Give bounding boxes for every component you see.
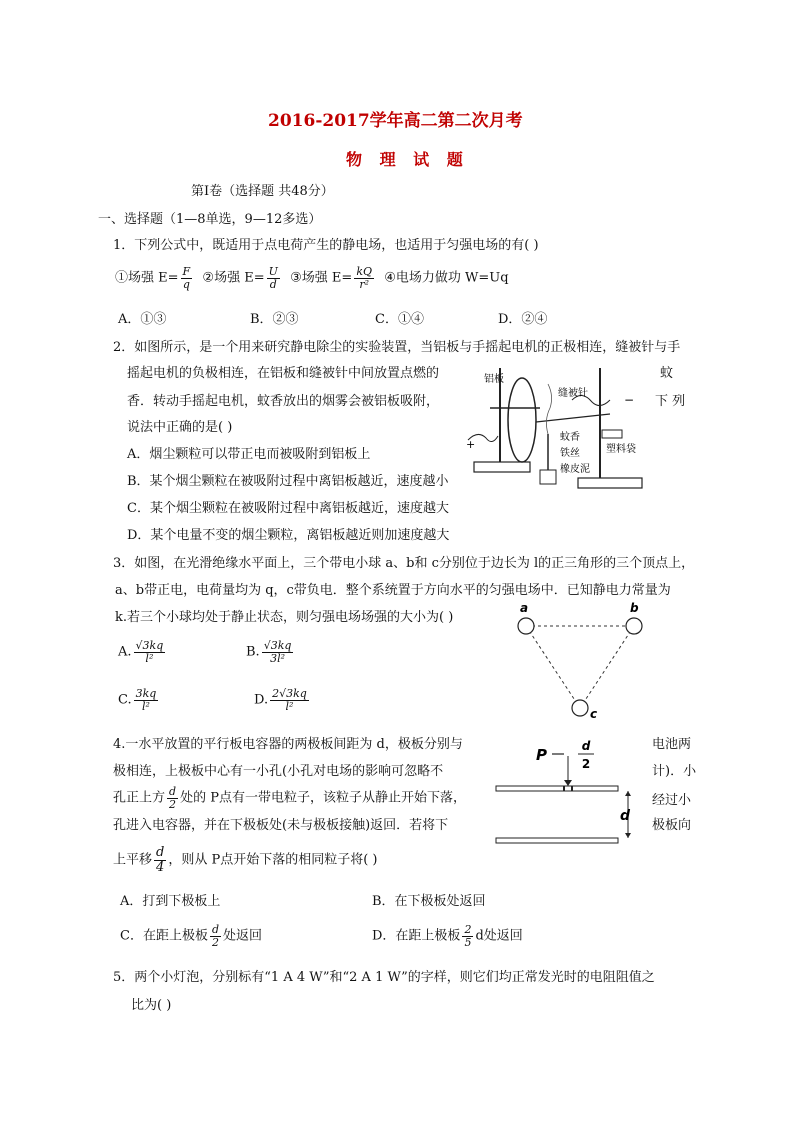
right-stand-base [578,478,642,488]
ball-a [518,618,534,634]
q3-option-b: B. $\frac{√3kq}{\text{3l²}}$ [246,639,292,665]
q1-formula-1-label: ①场强 E= [115,270,179,286]
q2-option-c: C．某个烟尘颗粒在被吸附过程中离铝板越近，速度越大 [127,501,449,516]
q1-stem: 1．下列公式中，既适用于点电荷产生的静电场，也适用于匀强电场的有( ) [113,238,539,253]
q1-formula-3-label: ③场强 E= [290,270,353,286]
q4-option-c: C．在距上极板 $\frac{d}{2}$ 处返回 [120,923,263,949]
smoke [546,384,551,434]
q4-line-4: 孔进入电容器，并在下极板处(未与极板接触)返回．若将下 [113,818,449,833]
page-title: 2016-2017学年高二第二次月考 [268,111,523,131]
q4-option-d: D．在距上极板 $\frac{2}{5}$ d处返回 [372,923,523,949]
q4-line-1-end: 电池两 [652,737,692,752]
q3-line-3: k.若三个小球均处于静止状态，则匀强电场场强的大小为( ) [115,610,454,625]
aluminum-plate [508,378,536,462]
page-subtitle: 物 理 试 题 [346,150,469,169]
lower-plate [496,838,618,843]
q3-option-a: A. $\frac{√3kq}{\text{l²}}$ [118,639,164,665]
label-top-n: d [581,739,591,753]
q1-formula-2-label: ②场强 E= [202,270,265,286]
q4-line-2-end: 计)．小 [652,764,697,779]
ball-b [626,618,642,634]
part-heading: 一、选择题（1—8单选，9—12多选） [98,212,322,227]
q1-formula-3-frac: $\frac{kQ}{\text{r²}}$ [356,265,372,291]
q4-line-4-end: 极板向 [652,818,692,833]
label-wire: 铁丝 [560,448,580,459]
q2-line-3-end: 下 列 [655,394,686,409]
section-header: 第Ⅰ卷（选择题 共48分） [191,184,334,199]
q3-option-c: C. $\frac{3kq}{\text{l²}}$ [118,687,157,713]
q4-line-2: 极相连，上极板中心有一小孔(小孔对电场的影响可忽略不 [113,764,444,779]
ball-c [572,700,588,716]
d-arrow-down [625,833,631,838]
label-p: P [536,746,547,764]
q4-line-3-end: 经过小 [652,793,692,808]
q5-line-2: 比为( ) [131,998,172,1013]
label-needle: 缝被针 [558,388,588,399]
label-b: b [630,601,639,615]
q1-option-c: C．①④ [375,312,424,327]
capacitor-figure [490,738,640,850]
label-d: d [620,808,631,824]
label-a: a [520,601,529,615]
q4-option-a: A．打到下极板上 [120,894,221,909]
upper-plate [496,786,618,791]
q1-formula-2-frac: $\frac{U}{d}$ [268,265,278,291]
label-top-d: 2 [581,757,591,771]
label-plate: 铝板 [484,374,504,385]
q2-line-4: 说法中正确的是( ) [127,420,233,435]
side-ac [526,626,580,708]
q4-option-b: B．在下极板处返回 [372,894,486,909]
q1-formula-4: ④电场力做功 W=Uq [384,270,509,286]
q3-line-1: 3．如图，在光滑绝缘水平面上，三个带电小球 a、b和 c分别位于边长为 l的正三角形的三个顶点上， [113,556,695,571]
q1-option-b: B．②③ [250,312,299,327]
q2-line-2: 摇起电机的负极相连，在铝板和缝被针中间放置点燃的 [127,366,440,381]
label-minus: − [624,393,635,407]
q2-line-1: 2．如图所示，是一个用来研究静电除尘的实验装置，当铝板与手摇起电机的正极相连，缝被针与手 [113,340,681,355]
q2-line-2-end: 蚊 [660,366,674,381]
q4-line-1: 4.一水平放置的平行板电容器的两极板间距为 d，极板分别与 [113,737,463,752]
q2-option-a: A．烟尘颗粒可以带正电而被吸附到铝板上 [127,447,371,462]
label-incense: 蚊香 [560,432,580,443]
electrostatic-precipitator-figure [460,360,650,510]
label-clay: 橡皮泥 [560,464,590,475]
clay-base [540,470,556,484]
q4-line-5: 上平移 $\frac{d}{4}$ ，则从 P点开始下落的相同粒子将( ) [113,845,378,875]
d-arrow-up [625,791,631,796]
side-bc [580,626,634,708]
q3-option-d: D. $\frac{2√3kq}{\text{l²}}$ [254,687,307,713]
triangle-charges-figure [508,600,658,725]
q1-option-a: A．①③ [118,312,167,327]
q1-formulas [115,266,509,290]
plastic-bag [602,430,622,438]
q2-option-d: D．某个电量不变的烟尘颗粒，离铝板越近则加速度越大 [127,528,450,543]
p-arrow-head [564,780,572,786]
q1-formula-1-frac: $\frac{F}{q}$ [182,265,191,291]
q3-line-2: a、b带正电，电荷量均为 q，c带负电．整个系统置于方向水平的匀强电场中．已知静电力常量为 [115,583,671,598]
q5-line-1: 5．两个小灯泡，分别标有“1 A 4 W”和“2 A 1 W”的字样，则它们均正常发光时的电阻阻值之 [113,970,655,985]
q2-option-b: B．某个烟尘颗粒在被吸附过程中离铝板越近，速度越小 [127,474,449,489]
label-c: c [590,707,598,721]
left-stand-base [474,462,530,472]
q4-line-3: 孔正上方 $\frac{d}{2}$ 处的 P点有一带电粒子，该粒子从静止开始下落， [113,785,466,811]
label-bag: 塑料袋 [606,444,636,455]
q2-line-3: 香．转动手摇起电机，蚊香放出的烟雾会被铝板吸附， [127,394,440,409]
q1-option-d: D．②④ [498,312,548,327]
label-plus: + [466,438,476,451]
